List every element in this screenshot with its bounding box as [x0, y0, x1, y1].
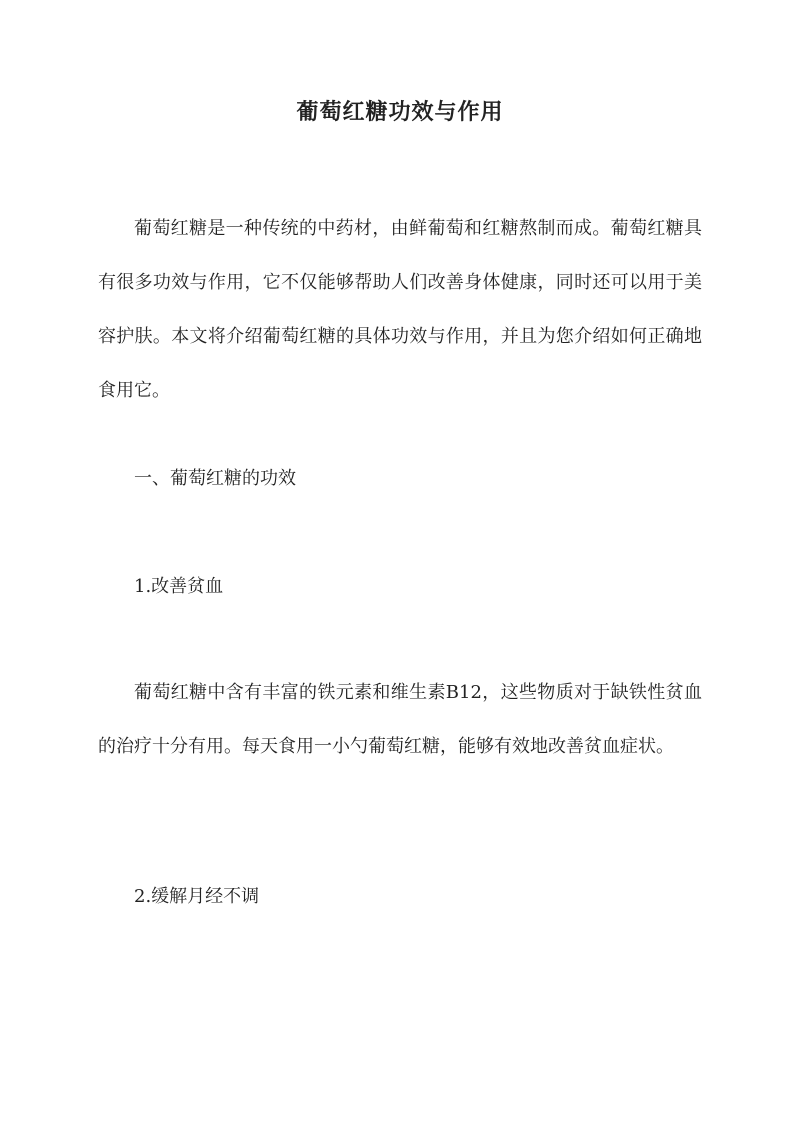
- item-heading-menstruation: 2.缓解月经不调: [134, 886, 260, 907]
- section-heading-effects: 一、葡萄红糖的功效: [134, 468, 296, 489]
- item-heading-anemia: 1.改善贫血: [134, 576, 224, 597]
- intro-paragraph: 葡萄红糖是一种传统的中药材，由鲜葡萄和红糖熬制而成。葡萄红糖具有很多功效与作用，它不仅能够帮助人们改善身体健康，同时还可以用于美容护肤。本文将介绍葡萄红糖的具体功效与作用，并且为您介绍如何正确地食用它。: [98, 218, 702, 401]
- anemia-paragraph: 葡萄红糖中含有丰富的铁元素和维生素B12，这些物质对于缺铁性贫血的治疗十分有用。每天食用一小勺葡萄红糖，能够有效地改善贫血症状。: [98, 682, 702, 757]
- document-title: 葡萄红糖功效与作用: [296, 99, 504, 125]
